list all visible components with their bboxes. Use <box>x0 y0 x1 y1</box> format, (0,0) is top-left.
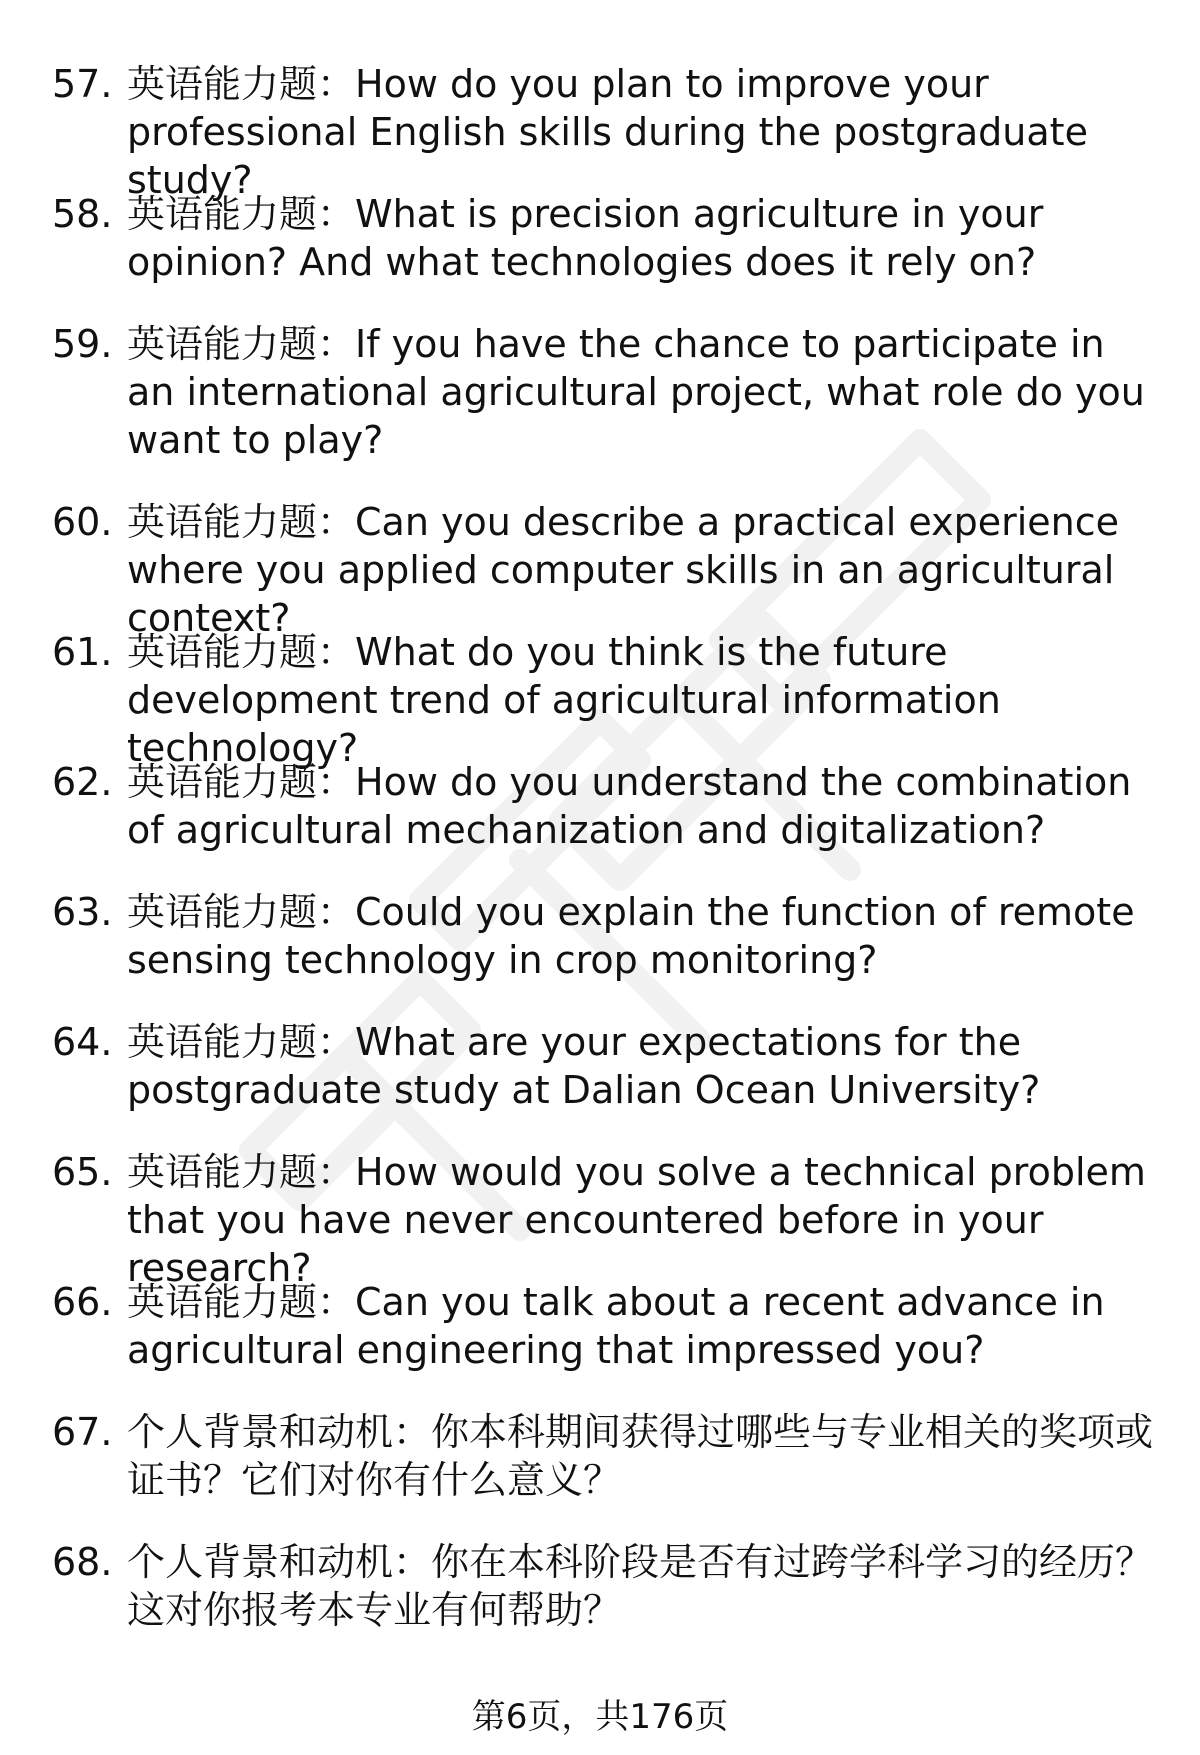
question-number: 57. <box>52 62 113 106</box>
question-number: 66. <box>52 1280 113 1324</box>
question-text: 个人背景和动机：你本科期间获得过哪些与专业相关的奖项或证书？它们对你有什么意义？ <box>127 1410 1154 1502</box>
question-number: 68. <box>52 1540 113 1584</box>
question-text: 英语能力题：If you have the chance to participate in an international agricultural project, what role do you want to play? <box>127 322 1145 462</box>
question-text: 英语能力题：What are your expectations for the postgraduate study at Dalian Ocean University? <box>127 1020 1041 1112</box>
question-text: 个人背景和动机：你在本科阶段是否有过跨学科学习的经历？这对你报考本专业有何帮助？ <box>127 1540 1154 1632</box>
question-text: 英语能力题：How do you plan to improve your professional English skills during the postgraduate study? <box>127 62 1088 202</box>
question-text: 英语能力题：What do you think is the future development trend of agricultural information technology? <box>127 630 1001 770</box>
question-text: 英语能力题：Can you talk about a recent advance in agricultural engineering that impressed you? <box>127 1280 1105 1372</box>
question-number: 63. <box>52 890 113 934</box>
question-number: 60. <box>52 500 113 544</box>
question-number: 67. <box>52 1410 113 1454</box>
question-number: 58. <box>52 192 113 236</box>
question-text: 英语能力题：How would you solve a technical problem that you have never encountered before in your research? <box>127 1150 1146 1290</box>
question-number: 64. <box>52 1020 113 1064</box>
question-number: 61. <box>52 630 113 674</box>
page-footer: 第6页，共176页 <box>471 1697 729 1737</box>
question-number: 65. <box>52 1150 113 1194</box>
question-number: 59. <box>52 322 113 366</box>
question-text: 英语能力题：How do you understand the combination of agricultural mechanization and digitalization? <box>127 760 1132 852</box>
question-text: 英语能力题：Can you describe a practical experience where you applied computer skills in an agricultural context? <box>127 500 1120 640</box>
question-text: 英语能力题：Could you explain the function of remote sensing technology in crop monitoring? <box>127 890 1135 982</box>
question-number: 62. <box>52 760 113 804</box>
question-text: 英语能力题：What is precision agriculture in your opinion? And what technologies does it rely on? <box>127 192 1044 284</box>
